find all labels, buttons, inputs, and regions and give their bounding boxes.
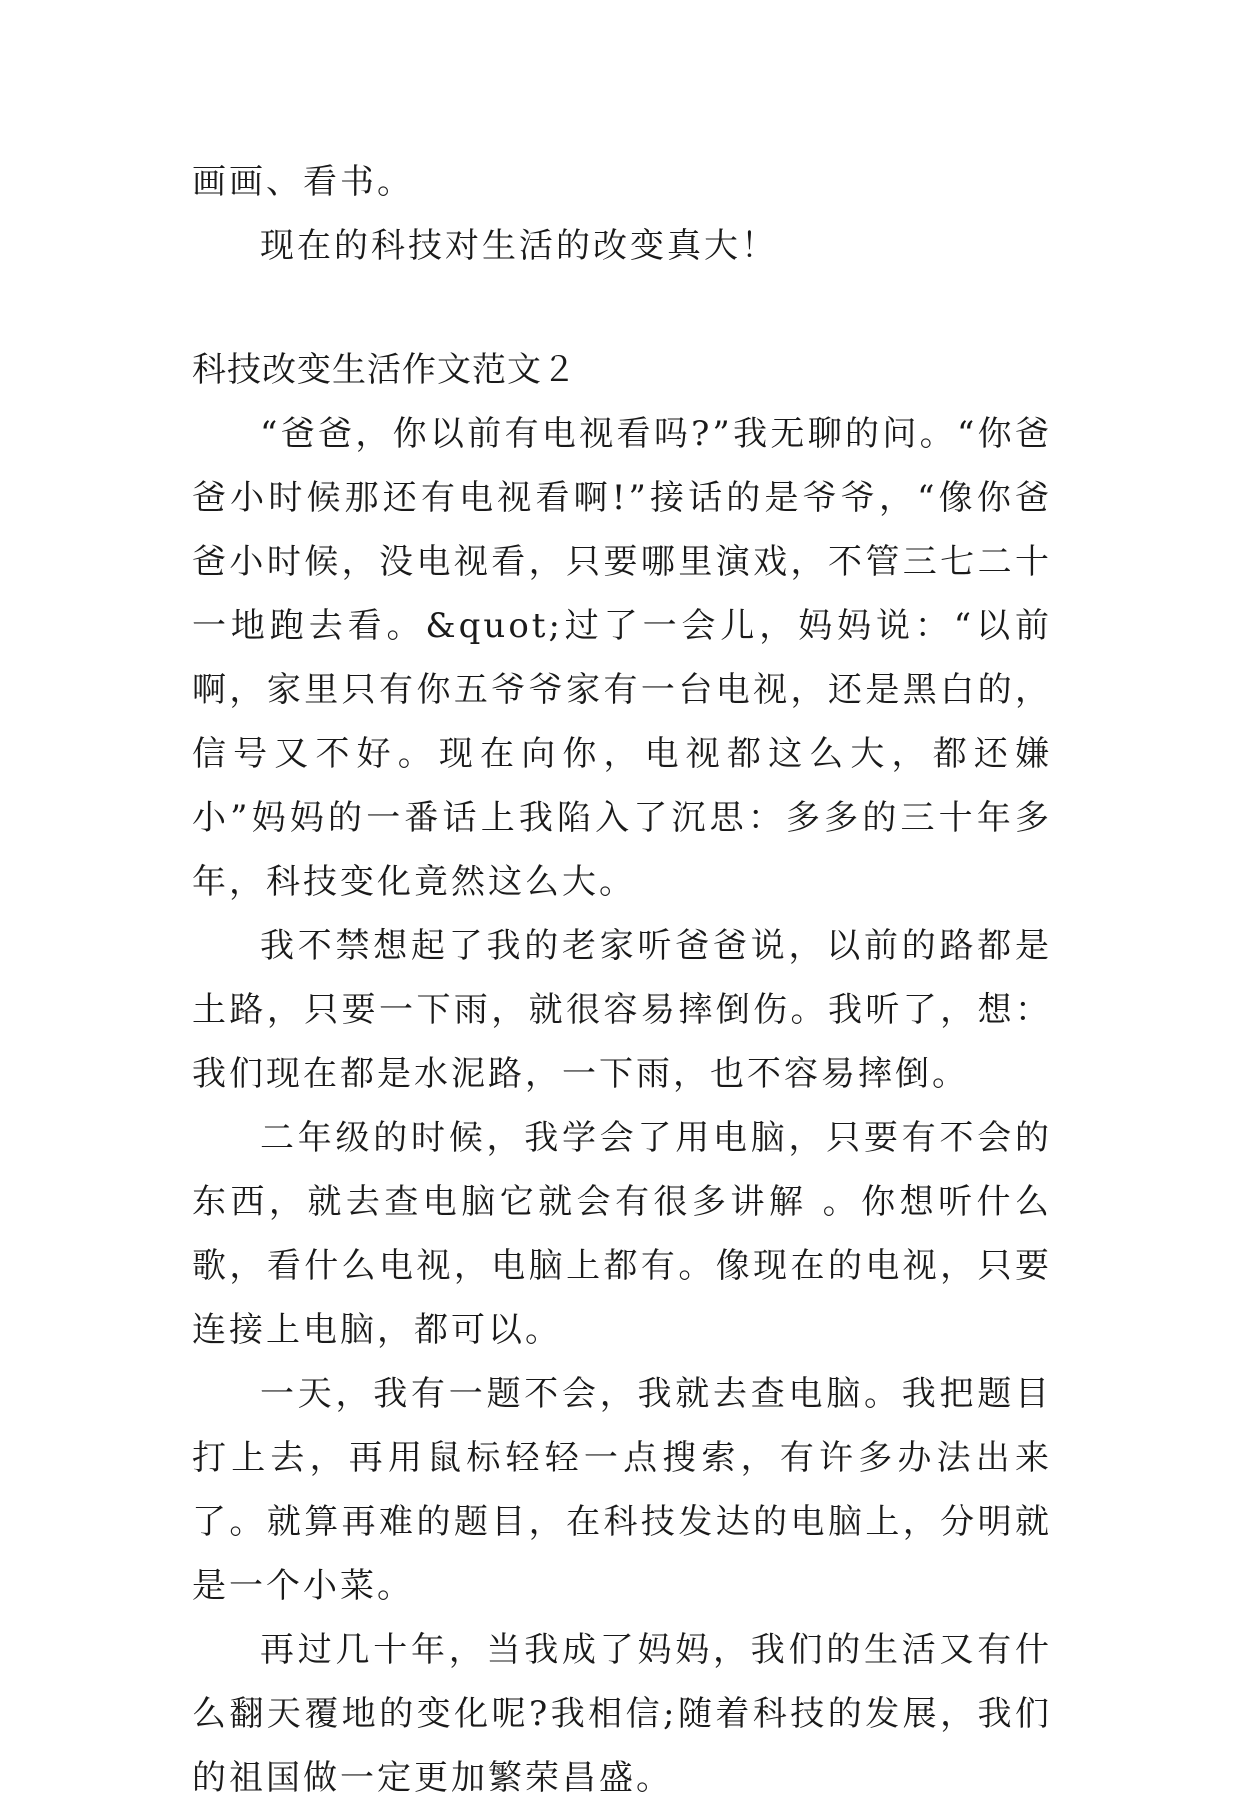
essay-2 xyxy=(192,338,1052,1810)
paragraph-1: “爸爸，你以前有电视看吗?”我无聊的问。“你爸爸小时候那还有电视看啊!”接话的是爷爷，“像你爸爸小时候，没电视看，只要哪里演戏，不管三七二十一地跑去看。&quot;过了一会儿，妈妈说：“以前啊，家里只有你五爷爷家有一台电视，还是黑白的，信号又不好。现在向你，电视都这么大，都还嫌小”妈妈的一番话上我陷入了沉思：多多的三十年多年，科技变化竟然这么大。 xyxy=(192,414,1052,902)
closing-sentence: 现在的科技对生活的改变真大！ xyxy=(260,226,778,266)
section-title: 科技改变生活作文范文２ xyxy=(192,350,577,390)
paragraph-4: 一天，我有一题不会，我就去查电脑。我把题目打上去，再用鼠标轻轻一点搜索，有许多办法出来了。就算再难的题目，在科技发达的电脑上，分明就是一个小菜。 xyxy=(192,1374,1052,1606)
paragraph-3: 二年级的时候，我学会了用电脑，只要有不会的东西，就去查电脑它就会有很多讲解 。你想听什么歌，看什么电视，电脑上都有。像现在的电视，只要连接上电脑，都可以。 xyxy=(192,1118,1052,1350)
previous-essay-ending xyxy=(192,150,1052,278)
paragraph-2: 我不禁想起了我的老家听爸爸说，以前的路都是土路，只要一下雨，就很容易摔倒伤。我听了，想：我们现在都是水泥路，一下雨，也不容易摔倒。 xyxy=(192,926,1052,1094)
continuation-line: 画画、看书。 xyxy=(192,162,414,202)
paragraph-5: 再过几十年，当我成了妈妈，我们的生活又有什么翻天覆地的变化呢?我相信;随着科技的发展，我们的祖国做一定更加繁荣昌盛。 xyxy=(192,1630,1052,1798)
